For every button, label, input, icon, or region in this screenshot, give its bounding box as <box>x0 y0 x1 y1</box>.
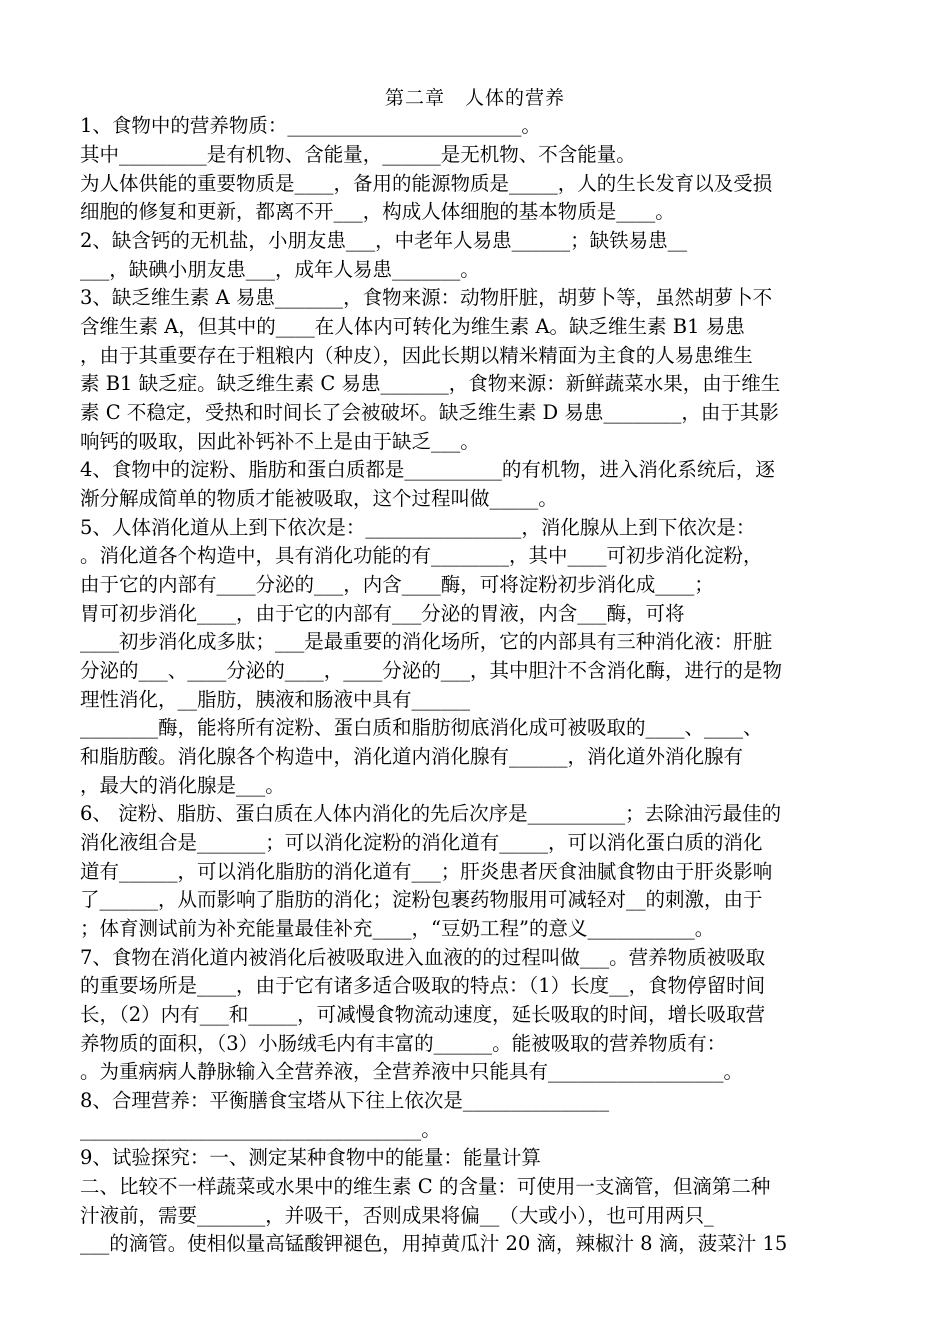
text-line: 含维生素 A，但其中的____在人体内可转化为维生素 A。缺乏维生素 B1 易患 <box>80 315 745 338</box>
text-line: 6、 淀粉、脂肪、蛋白质在人体内消化的先后次序是__________；去除油污最佳的 <box>80 802 782 825</box>
text-line: 9、试验探究：一、测定某种食物中的能量：能量计算 <box>80 1146 541 1169</box>
text-line: ，由于其重要存在于粗粮内（种皮），因此长期以精米精面为主食的人易患维生 <box>80 344 753 367</box>
text-line: ___，缺碘小朋友患___，成年人易患_______。 <box>80 258 480 281</box>
text-line: ___的滴管。使相似量高锰酸钾褪色，用掉黄瓜汁 20 滴，辣椒汁 8 滴，菠菜汁 15 <box>80 1232 788 1255</box>
text-line: 养物质的面积，（3）小肠绒毛内有丰富的______。能被吸取的营养物质有： <box>80 1032 727 1055</box>
text-line: 素 C 不稳定，受热和时间长了会被破坏。缺乏维生素 D 易患________，由于其影 <box>80 401 779 424</box>
text-line: 道有______，可以消化脂肪的消化道有___；肝炎患者厌食油腻食物由于肝炎影响 <box>80 860 773 883</box>
text-line: 其中_________是有机物、含能量，______是无机物、不含能量。 <box>80 143 636 166</box>
text-line: 消化液组合是_______；可以消化淀粉的消化道有_____，可以消化蛋白质的消化 <box>80 831 763 854</box>
text-line: 响钙的吸取，因此补钙补不上是由于缺乏___。 <box>80 430 480 453</box>
text-line: ________酶，能将所有淀粉、蛋白质和脂肪彻底消化成可被吸取的____、____、 <box>80 716 763 739</box>
text-line: 4、食物中的淀粉、脂肪和蛋白质都是__________的有机物，进入消化系统后，逐 <box>80 458 775 481</box>
text-line: ____初步消化成多肽；___是最重要的消化场所，它的内部具有三种消化液：肝脏 <box>80 630 773 653</box>
text-line: 和脂肪酸。消化腺各个构造中，消化道内消化腺有______，消化道外消化腺有 <box>80 745 744 768</box>
text-line: 1、食物中的营养物质：________________________。 <box>80 114 541 137</box>
text-line: 2、缺含钙的无机盐，小朋友患___，中老年人易患______；缺铁易患__ <box>80 229 688 252</box>
text-line: 由于它的内部有____分泌的___，内含____酶，可将淀粉初步消化成____； <box>80 573 714 596</box>
text-line: 细胞的修复和更新，都离不开___，构成人体细胞的基本物质是____。 <box>80 200 675 223</box>
text-line: 5、人体消化道从上到下依次是：________________，消化腺从上到下依次是： <box>80 516 756 539</box>
text-line: 8、合理营养：平衡膳食宝塔从下往上依次是_______________ <box>80 1089 610 1112</box>
text-line: 分泌的___、____分泌的____，____分泌的___，其中胆汁不含消化酶，进行的是物 <box>80 659 783 682</box>
page-title: 第二章 人体的营养 <box>384 87 565 109</box>
text-line: 渐分解成简单的物质才能被吸取，这个过程叫做_____。 <box>80 487 558 510</box>
text-line: 。消化道各个构造中，具有消化功能的有________，其中____可初步消化淀粉， <box>80 544 763 567</box>
text-line: 胃可初步消化____，由于它的内部有___分泌的胃液，内含___酶，可将 <box>80 602 685 625</box>
text-line: 汁液前，需要_______，并吸干，否则成果将偏__（大或小），也可用两只_ <box>80 1204 714 1227</box>
text-line: 3、缺乏维生素 A 易患_______，食物来源：动物肝脏，胡萝卜等，虽然胡萝卜不 <box>80 286 773 309</box>
text-line: 长，（2）内有___和_____，可减慢食物流动速度，延长吸取的时间，增长吸取营 <box>80 1003 766 1026</box>
text-line: 素 B1 缺乏症。缺乏维生素 C 易患_______，食物来源：新鲜蔬菜水果，由于维生 <box>80 372 781 395</box>
text-line: 。为重病病人静脉输入全营养液，全营养液中只能具有__________________。 <box>80 1060 744 1083</box>
text-line: 理性消化，__脂肪，胰液和肠液中具有______ <box>80 688 471 711</box>
text-line: ___________________________________。 <box>80 1118 441 1141</box>
text-line: 的重要场所是____，由于它有诸多适合吸取的特点：（1）长度__，食物停留时间 <box>80 974 766 997</box>
text-line: 了______，从而影响了脂肪的消化；淀粉包裹药物服用可减轻对__的刺激，由于 <box>80 888 763 911</box>
text-line: ；体育测试前为补充能量最佳补充____，“豆奶工程”的意义___________。 <box>80 917 715 940</box>
text-line: ，最大的消化腺是___。 <box>80 774 285 797</box>
text-line: 7、食物在消化道内被消化后被吸取进入血液的的过程叫做___。营养物质被吸取 <box>80 946 766 969</box>
text-line: 为人体供能的重要物质是____，备用的能源物质是_____，人的生长发育以及受损 <box>80 172 773 195</box>
text-line: 二、比较不一样蔬菜或水果中的维生素 C 的含量：可使用一支滴管，但滴第二种 <box>80 1175 771 1198</box>
